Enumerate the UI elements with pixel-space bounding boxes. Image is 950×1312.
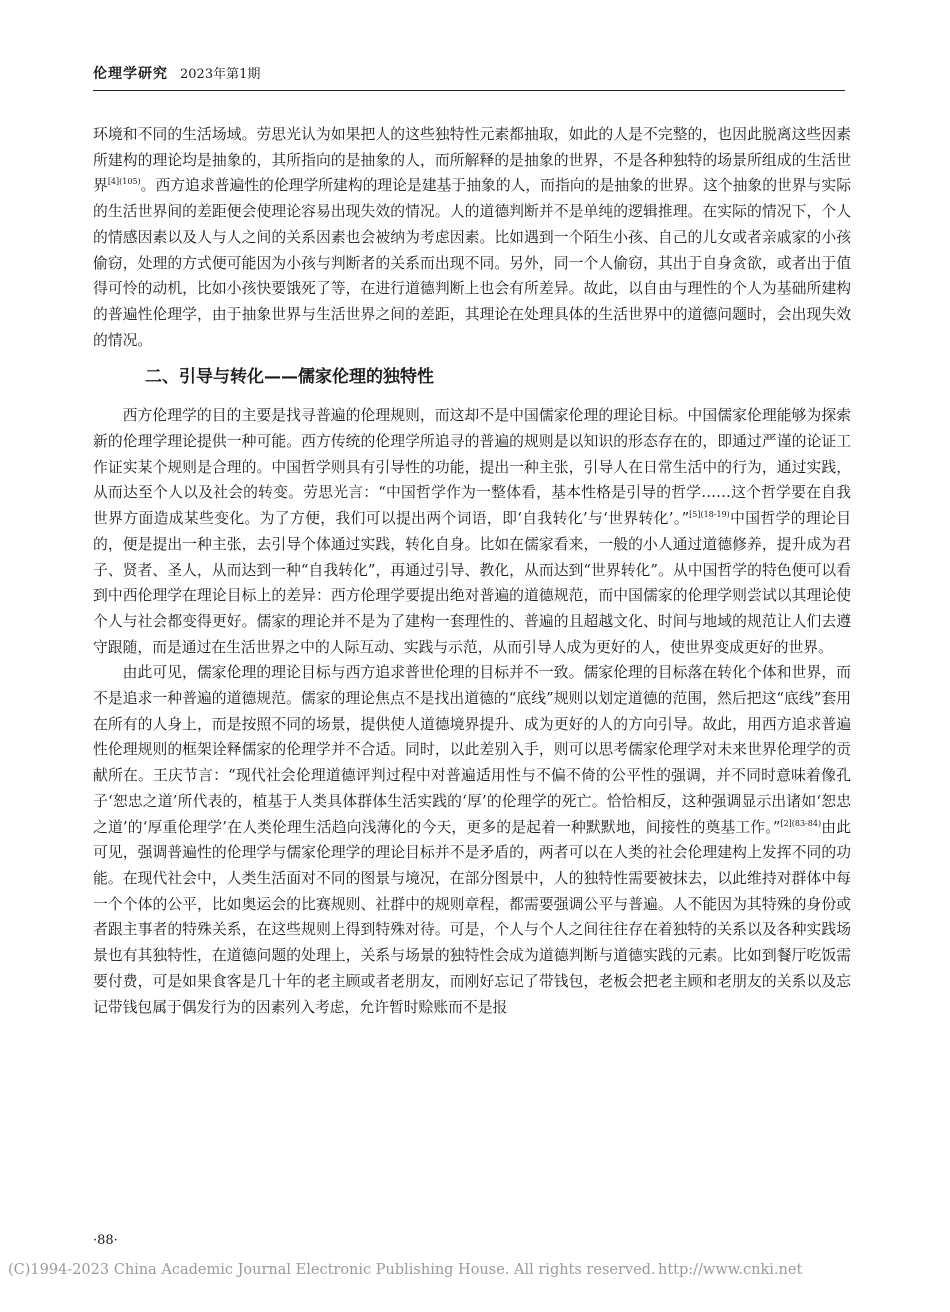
paragraph-2-rest: 中国哲学的理论目的，便是提出一种主张，去引导个体通过实践，转化自身。比如在儒家看来，一般的小人通过道德修养，提升成为君子、贤者、圣人，从而达到一种“自我转化”，再通过引导、教化，从而达到“世界转化”。从中国哲学的特色便可以看到中西伦理学在理论目标上的差异：西方伦理学要提出绝对普遍的道德规范，而中国儒家的伦理学则尝试以其理论使个人与社会都变得更好。儒家的理论并不是为了建构一套理性的、普遍的且超越文化、时间与地域的规范让人们去遵守跟随，而是通过在生活世界之中的人际互动、实践与示范，从而引导人成为更好的人，使世界变成更好的世界。 — [93, 510, 851, 656]
paragraph-2 — [93, 403, 851, 660]
section-heading: 二、引导与转化——儒家伦理的独特性 — [145, 367, 434, 388]
issue-label: 2023年第1期 — [180, 67, 261, 82]
paragraph-1 — [93, 122, 851, 353]
cnki-link[interactable]: http://www.cnki.net — [658, 1262, 803, 1278]
article-body — [93, 122, 851, 1020]
paragraph-3-text: 由此可见，儒家伦理的理论目标与西方追求普世伦理的目标并不一致。儒家伦理的目标落在转化个体和世界，而不是追求一种普遍的道德规范。儒家的理论焦点不是找出道德的“底线”规则以划定道德的范围，然后把这“底线”套用在所有的人身上，而是按照不同的场景，提供使人道德境界提升、成为更好的人的方向引导。故此，用西方追求普遍性伦理规则的框架诠释儒家的伦理学并不合适。同时，以此差别入手，则可以思考儒家伦理学对未来世界伦理学的贡献所在。王庆节言：“现代社会伦理道德评判过程中对普遍适用性与不偏不倚的公平性的强调，并不同时意味着像孔子‘恕忠之道’所代表的，植基于人类具体群体生活实践的‘厚’的伦理学的死亡。恰恰相反，这种强调显示出诸如‘恕忠之道’的‘厚重伦理学’在人类伦理生活趋向浅薄化的今天，更多的是起着一种默默地，间接性的奠基工作。” — [93, 664, 851, 836]
paragraph-1-text: 环境和不同的生活场域。劳思光认为如果把人的这些独特性元素都抽取，如此的人是不完整的，也因此脱离这些因素所建构的理论均是抽象的，其所指向的是抽象的人，而所解释的是抽象的世界，不是各种独特的场景所组成的生活世界 — [93, 126, 851, 195]
paragraph-3-rest: 由此可见，强调普遍性的伦理学与儒家伦理学的理论目标并不是矛盾的，两者可以在人类的社会伦理建构上发挥不同的功能。在现代社会中，人类生活面对不同的图景与境况，在部分图景中，人的独特性需要被抹去，以此维持对群体中每一个个体的公平，比如奥运会的比赛规则、社群中的规则章程，都需要强调公平与普遍。人不能因为其特殊的身份或者跟主事者的特殊关系，在这些规则上得到特殊对待。可是，个人与个人之间往往存在着独特的关系以及各种实践场景也有其独特性，在道德问题的处理上，关系与场景的独特性会成为道德判断与道德实践的元素。比如到餐厅吃饭需要付费，可是如果食客是几十年的老主顾或者老朋友，而刚好忘记了带钱包，老板会把老主顾和老朋友的关系以及忘记带钱包属于偶发行为的因素列入考虑，允许暂时赊账而不是报 — [93, 818, 851, 1016]
journal-name: 伦理学研究 — [93, 66, 168, 82]
citation-4: [4](105) — [107, 177, 141, 187]
paragraph-1-rest: 。西方追求普遍性的伦理学所建构的理论是建基于抽象的人，而指向的是抽象的世界。这个抽象的世界与实际的生活世界间的差距便会使理论容易出现失效的情况。人的道德判断并不是单纯的逻辑推理。在实际的情况下，个人的情感因素以及人与人之间的关系因素也会被纳为考虑因素。比如遇到一个陌生小孩、自己的儿女或者亲戚家的小孩偷窃，处理的方式便可能因为小孩与判断者的关系而出现不同。另外，同一个人偷窃，其出于自身贪欲，或者出于值得可怜的动机，比如小孩快要饿死了等，在进行道德判断上也会有所差异。故此，以自由与理性的个人为基础所建构的普遍性伦理学，由于抽象世界与生活世界之间的差距，其理论在处理具体的生活世界中的道德问题时，会出现失效的情况。 — [93, 177, 851, 349]
paragraph-3 — [93, 660, 851, 1020]
citation-2: [2](83-84) — [780, 818, 822, 828]
paragraph-2-text: 西方伦理学的目的主要是找寻普遍的伦理规则，而这却不是中国儒家伦理的理论目标。中国儒家伦理能够为探索新的伦理学理论提供一种可能。西方传统的伦理学所追寻的普遍的规则是以知识的形态存在的，即通过严谨的论证工作证实某个规则是合理的。中国哲学则具有引导性的功能，提出一种主张，引导人在日常生活中的行为，通过实践，从而达至个人以及社会的转变。劳思光言：“中国哲学作为一整体看，基本性格是引导的哲学……这个哲学要在自我世界方面造成某些变化。为了方便，我们可以提出两个词语，即‘自我转化’与‘世界转化’。” — [93, 407, 851, 528]
page-number: ·88· — [93, 1233, 118, 1248]
citation-5: [5](18-19) — [689, 510, 730, 520]
copyright-text: (C)1994-2023 China Academic Journal Electronic Publishing House. All rights reserved. — [8, 1262, 656, 1278]
page-header — [93, 62, 845, 91]
